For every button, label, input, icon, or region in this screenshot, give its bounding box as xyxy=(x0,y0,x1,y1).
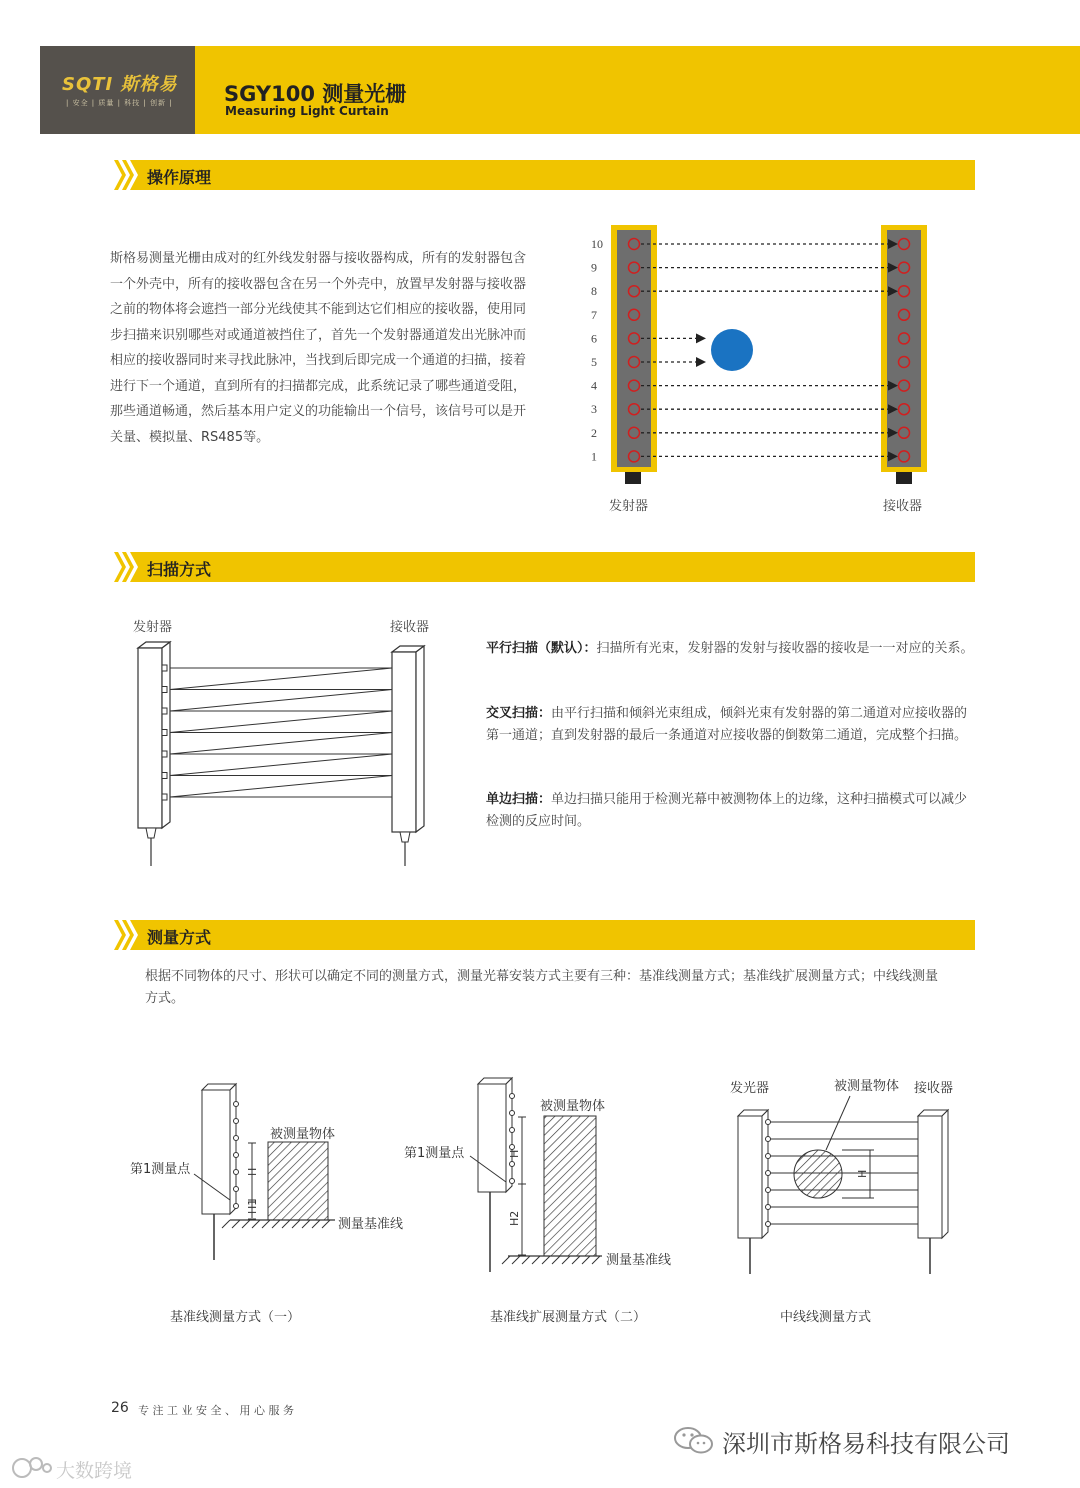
caption-fig3: 中线线测量方式 xyxy=(780,1310,872,1325)
h-dimension: H xyxy=(856,1169,869,1178)
company-name: 深圳市斯格易科技有限公司 xyxy=(722,1430,1010,1458)
lens-dot xyxy=(766,1137,771,1142)
object-label: 被测量物体 xyxy=(540,1099,606,1114)
cross-beam xyxy=(170,733,392,755)
lens-dot xyxy=(510,1128,515,1133)
page-title: SGY100 测量光栅 xyxy=(224,82,407,106)
emitter-lens xyxy=(162,751,167,757)
first-point-label: 第1测量点 xyxy=(130,1162,191,1177)
mode-desc: 单边扫描只能用于检测光幕中被测物体上的边缘，这种扫描模式可以减少检测的反应时间。 xyxy=(486,792,968,829)
watermark-logo-icon xyxy=(8,1452,56,1482)
emitter-label: 发射器 xyxy=(609,499,649,514)
lens-dot xyxy=(234,1153,239,1158)
section-title: 操作原理 xyxy=(147,168,212,187)
lens-dot xyxy=(766,1154,771,1159)
channel-number: 1 xyxy=(591,449,597,464)
emitter-lens xyxy=(162,665,167,671)
emitter-lens xyxy=(162,794,167,800)
section-header-principle xyxy=(112,160,975,190)
receiver-label: 接收器 xyxy=(390,620,430,635)
channel-number: 3 xyxy=(591,402,597,417)
chevron-stripes-icon xyxy=(112,160,142,190)
mode-name: 单边扫描： xyxy=(486,792,552,807)
cross-beam xyxy=(170,690,392,712)
lens-dot xyxy=(766,1188,771,1193)
fig-baseline-measure xyxy=(130,1084,403,1260)
scan-mode-parallel xyxy=(486,638,978,660)
caption-fig2: 基准线扩展测量方式（二） xyxy=(490,1310,647,1325)
channel-number: 6 xyxy=(591,331,597,346)
lens-dot xyxy=(234,1136,239,1141)
channel-number: 7 xyxy=(591,307,597,322)
lens-dot xyxy=(234,1170,239,1175)
lens-dot xyxy=(766,1222,771,1227)
cross-beam xyxy=(170,776,392,798)
channel-number: 2 xyxy=(591,425,597,440)
lens-dot xyxy=(510,1094,515,1099)
section-header-scan-mode xyxy=(112,552,975,582)
channel-number: 4 xyxy=(591,378,597,393)
caption-fig1: 基准线测量方式（一） xyxy=(170,1310,301,1325)
h2-dimension: H2 xyxy=(508,1210,521,1226)
emitter-lens xyxy=(162,687,167,693)
scan-mode-cross xyxy=(486,703,978,747)
scan-mode-single-edge xyxy=(486,789,978,833)
section-title: 测量方式 xyxy=(147,928,212,947)
channel-number: 5 xyxy=(591,355,597,369)
object-label: 被测量物体 xyxy=(834,1079,900,1094)
channel-number: 10 xyxy=(591,237,603,251)
lens-dot xyxy=(234,1119,239,1124)
cross-beam xyxy=(170,754,392,776)
baseline-label: 测量基准线 xyxy=(606,1253,672,1268)
emitter-label: 发射器 xyxy=(133,620,173,635)
lens-dot xyxy=(510,1145,515,1150)
mode-name: 平行扫描（默认）： xyxy=(486,641,597,656)
receiver-bar xyxy=(392,652,416,832)
cross-beam xyxy=(170,668,392,690)
header-bar xyxy=(40,46,1080,134)
fig-centerline-measure xyxy=(730,1078,953,1274)
fig-baseline-extended-measure xyxy=(404,1078,671,1272)
lens-dot xyxy=(234,1102,239,1107)
company-logo: SQTI 斯格易 xyxy=(62,74,178,95)
mode-desc: 由平行扫描和倾斜光束组成，倾斜光束有发射器的第二通道对应接收器的第一通道；直到发射器的最后一条通道对应接收器的倒数第二通道，完成整个扫描。 xyxy=(486,706,968,743)
receiver-label: 接收器 xyxy=(914,1081,954,1096)
baseline-label: 测量基准线 xyxy=(338,1217,404,1232)
chevron-stripes-icon xyxy=(112,920,142,950)
wechat-icon xyxy=(672,1424,716,1456)
page-subtitle: Measuring Light Curtain xyxy=(225,104,389,118)
scan-beams xyxy=(162,665,392,800)
watermark-text: 大数跨境 xyxy=(56,1460,133,1482)
light-curtain-principle-diagram xyxy=(585,220,960,520)
lens-dot xyxy=(510,1111,515,1116)
blocking-object xyxy=(711,329,753,371)
lens-dot xyxy=(766,1120,771,1125)
h1-dimension: H1 xyxy=(246,1198,259,1214)
lens-dot xyxy=(766,1205,771,1210)
cross-scan-diagram xyxy=(130,638,440,873)
logo-tagline: | 安全 | 质量 | 科技 | 创新 | xyxy=(66,99,173,107)
chevron-stripes-icon xyxy=(112,552,142,582)
section-title: 扫描方式 xyxy=(147,560,212,579)
section-header-measure-mode xyxy=(112,920,975,950)
emitter-label: 发光器 xyxy=(730,1081,770,1096)
measure-intro: 根据不同物体的尺寸、形状可以确定不同的测量方式，测量光幕安装方式主要有三种：基准线测量方式；基准线扩展测量方式；中线线测量方式。 xyxy=(145,969,939,1006)
emitter-lens xyxy=(162,773,167,779)
mode-desc: 扫描所有光束，发射器的发射与接收器的接收是一一对应的关系。 xyxy=(596,641,974,656)
lens-dot xyxy=(510,1179,515,1184)
lens-dot xyxy=(510,1162,515,1167)
emitter-bar xyxy=(138,648,162,828)
emitter-lens xyxy=(162,730,167,736)
principle-paragraph: 斯格易测量光栅由成对的红外线发射器与接收器构成，所有的发射器包含一个外壳中，所有的接收器包含在另一个外壳中，放置早发射器与接收器之前的物体将会遮挡一部分光线使其不能到达它们相应的接收器，使用同步扫描来识别哪些对或通道被挡住了，首先一个发射器通道发出光脉冲而相应的接收器同时来寻找此脉冲，当找到后即完成一个通道的扫描，接着进行下一个通道，直到所有的扫描都完成，此系统记录了哪些通道受阻，那些通道畅通，然后基本用户定义的功能输出一个信号，该信号可以是开关量、模拟量、RS485等。 xyxy=(110,251,527,445)
object-label: 被测量物体 xyxy=(270,1127,336,1142)
h-dimension: H xyxy=(246,1167,259,1176)
channel-number: 8 xyxy=(591,284,597,299)
page-number: 26 xyxy=(111,1400,129,1416)
footer-slogan: 专 注 工 业 安 全 、 用 心 服 务 xyxy=(138,1404,294,1417)
channel-number: 9 xyxy=(591,260,597,275)
mode-name: 交叉扫描： xyxy=(486,706,552,721)
h-dimension: H xyxy=(508,1149,521,1158)
lens-dot xyxy=(234,1204,239,1209)
lens-dot xyxy=(234,1187,239,1192)
measurement-methods-diagram xyxy=(110,1060,990,1340)
cross-beam xyxy=(170,711,392,733)
first-point-label: 第1测量点 xyxy=(404,1146,465,1161)
receiver-label: 接收器 xyxy=(883,499,923,514)
emitter-lens xyxy=(162,708,167,714)
lens-dot xyxy=(766,1171,771,1176)
